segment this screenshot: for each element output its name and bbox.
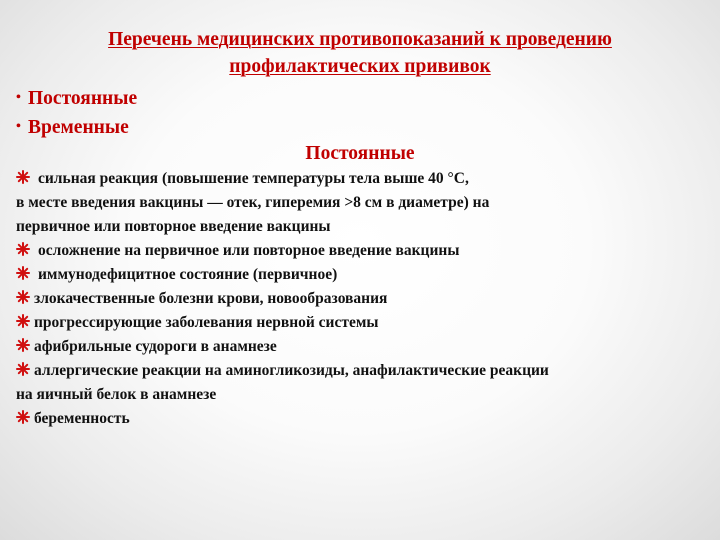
item-text-cont: первичное или повторное введение вакцины — [16, 218, 331, 235]
list-item — [16, 311, 706, 335]
item-text: афибрильные судороги в анамнезе — [34, 338, 277, 355]
red-asterisk-icon — [16, 338, 30, 352]
red-asterisk-icon — [16, 266, 30, 280]
red-asterisk-icon — [16, 314, 30, 328]
category-list — [16, 84, 137, 142]
item-text: прогрессирующие заболевания нервной системы — [34, 314, 379, 331]
red-asterisk-icon — [16, 170, 30, 184]
item-text: сильная реакция (повышение температуры тела выше 40 °С, — [38, 170, 469, 187]
category-permanent: • Постоянные — [16, 84, 137, 113]
list-item — [16, 287, 706, 311]
section-subtitle: Постоянные — [305, 143, 415, 164]
title-line-1: Перечень медицинских противопоказаний к проведению — [108, 29, 612, 50]
list-item — [16, 335, 706, 359]
list-item — [16, 239, 706, 263]
slide-title — [30, 26, 690, 80]
category-temporary: • Временные — [16, 113, 137, 142]
list-item — [16, 167, 706, 239]
title-line-2: профилактических прививок — [229, 56, 491, 77]
item-text-cont: на яичный белок в анамнезе — [16, 386, 217, 403]
list-item — [16, 359, 706, 407]
item-text: иммунодефицитное состояние (первичное) — [38, 266, 338, 283]
list-item — [16, 407, 706, 431]
contraindication-list — [16, 167, 706, 431]
item-text: осложнение на первичное или повторное введение вакцины — [38, 242, 460, 259]
item-text-cont: в месте введения вакцины — отек, гиперемия >8 см в диаметре) на — [16, 194, 490, 211]
item-text: беременность — [34, 410, 130, 427]
item-text: злокачественные болезни крови, новообразования — [34, 290, 388, 307]
red-asterisk-icon — [16, 290, 30, 304]
list-item — [16, 263, 706, 287]
red-asterisk-icon — [16, 242, 30, 256]
red-asterisk-icon — [16, 410, 30, 424]
item-text: аллергические реакции на аминогликозиды, анафилактические реакции — [34, 362, 549, 379]
red-asterisk-icon — [16, 362, 30, 376]
